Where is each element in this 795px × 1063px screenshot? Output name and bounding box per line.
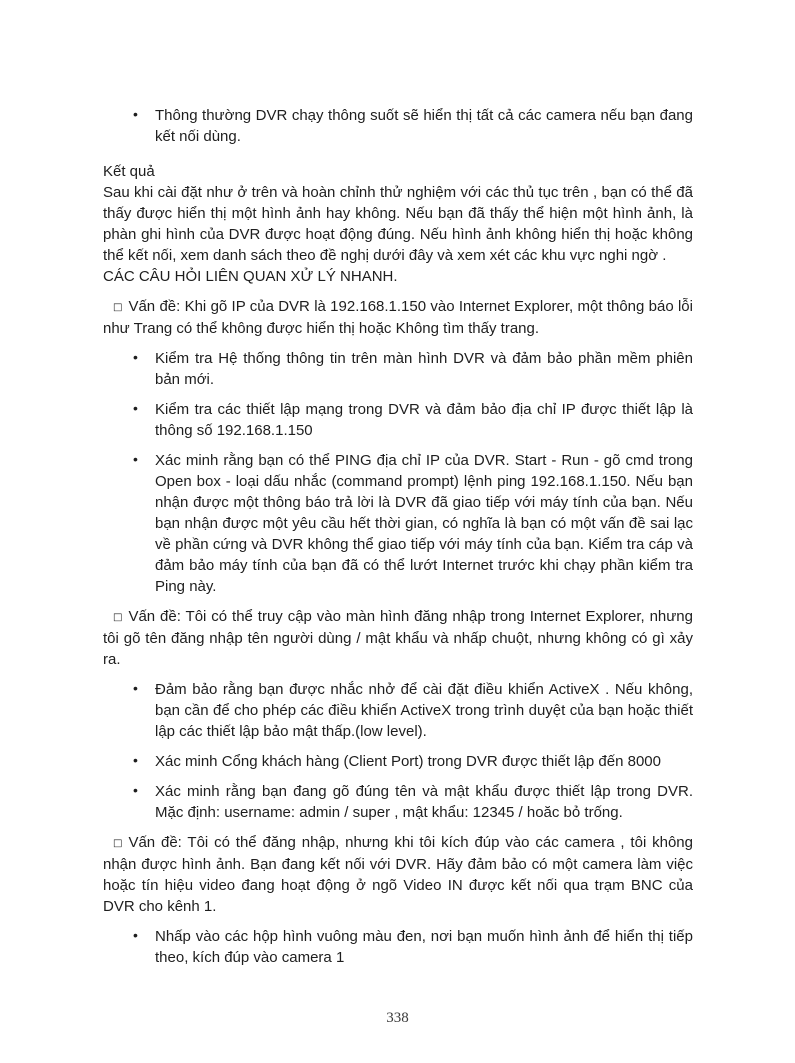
square-bullet-icon: □ bbox=[113, 838, 123, 849]
list-item bbox=[103, 781, 693, 823]
problem-text: Vấn đề: Tôi có thể đăng nhập, nhưng khi tôi kích đúp vào các camera , tôi không nhận được hình ảnh. Bạn đang kết nối với DVR. Hãy đảm bảo có một camera làm việc hoặc tín hiệu video đang hoạt động ở ngõ Video IN được kết nối qua trạm BNC của DVR cho kênh 1. bbox=[103, 834, 693, 915]
list-item bbox=[103, 105, 693, 147]
problem-text: Vấn đề: Khi gõ IP của DVR là 192.168.1.150 vào Internet Explorer, một thông báo lỗi như Trang có thể không được hiển thị hoặc Không tìm thấy trang. bbox=[103, 298, 693, 337]
bullet-icon: • bbox=[133, 680, 138, 696]
list-item-text: Đảm bảo rằng bạn được nhắc nhở để cài đặt điều khiển ActiveX . Nếu không, bạn cần để cho phép các điều khiển ActiveX trong trình duyệt của bạn hoặc thiết lập các thiết lập bảo mật thấp.(low level). bbox=[155, 681, 693, 740]
list-item-text: Kiểm tra các thiết lập mạng trong DVR và đảm bảo địa chỉ IP được thiết lập là thông số 192.168.1.150 bbox=[155, 401, 693, 439]
bullet-icon: • bbox=[133, 927, 138, 943]
list-item bbox=[103, 679, 693, 742]
bullet-icon: • bbox=[133, 106, 138, 122]
bullet-icon: • bbox=[133, 451, 138, 467]
problem-paragraph bbox=[103, 296, 693, 339]
bullet-icon: • bbox=[133, 400, 138, 416]
page-number: 338 bbox=[386, 1010, 409, 1026]
section-heading: Kết quả bbox=[103, 163, 155, 180]
bullet-icon: • bbox=[133, 782, 138, 798]
list-item-text: Thông thường DVR chạy thông suốt sẽ hiển thị tất cả các camera nếu bạn đang kết nối dùng. bbox=[155, 107, 693, 145]
list-item-text: Xác minh Cổng khách hàng (Client Port) trong DVR được thiết lập đến 8000 bbox=[155, 753, 661, 770]
problem-paragraph bbox=[103, 606, 693, 670]
list-item bbox=[103, 751, 693, 772]
bullet-icon: • bbox=[133, 752, 138, 768]
paragraph: Sau khi cài đặt như ở trên và hoàn chỉnh thử nghiệm với các thủ tục trên , bạn có thể đã thấy được hiển thị một hình ảnh hay không. Nếu bạn đã thấy thể hiện một hình ảnh, là phàn ghi hình của DVR được hoạt động đúng. Nếu hình ảnh không hiển thị hoặc không thể kết nối, xem danh sách theo đề nghị dưới đây và xem xét các khu vực nghi ngờ . bbox=[103, 184, 693, 264]
list-item-text: Xác minh rằng bạn đang gõ đúng tên và mật khẩu được thiết lập trong DVR. Mặc định: username: admin / super , mật khẩu: 12345 / hoăc bỏ trống. bbox=[155, 783, 693, 821]
list-item bbox=[103, 926, 693, 968]
section-heading: CÁC CÂU HỎI LIÊN QUAN XỬ LÝ NHANH. bbox=[103, 268, 398, 285]
problem-text: Vấn đề: Tôi có thể truy cập vào màn hình đăng nhập trong Internet Explorer, nhưng tôi gõ tên đăng nhập tên người dùng / mật khẩu và nhấp chuột, nhưng không có gì xảy ra. bbox=[103, 608, 693, 668]
document-body bbox=[103, 96, 693, 968]
square-bullet-icon: □ bbox=[113, 612, 123, 623]
problem-paragraph bbox=[103, 832, 693, 917]
list-item-text: Xác minh rằng bạn có thể PING địa chỉ IP của DVR. Start - Run - gõ cmd trong Open box - loại dấu nhắc (command prompt) lệnh ping 192.168.1.150. Nếu bạn nhận được một thông báo trả lời là DVR đã giao tiếp với máy tính của bạn. Nếu bạn nhận được một yêu cầu hết thời gian, có nghĩa là bạn có một vấn đề sai lạc về phần cứng và DVR không thể giao tiếp với máy tính của bạn. Kiểm tra cáp và đảm bảo máy tính của bạn đã có thể lướt Internet trước khi chạy phần kiểm tra Ping này. bbox=[155, 452, 693, 595]
bullet-icon: • bbox=[133, 349, 138, 365]
list-item bbox=[103, 399, 693, 441]
list-item-text: Nhấp vào các hộp hình vuông màu đen, nơi bạn muốn hình ảnh để hiển thị tiếp theo, kích đúp vào camera 1 bbox=[155, 928, 693, 966]
list-item bbox=[103, 348, 693, 390]
list-item bbox=[103, 450, 693, 597]
square-bullet-icon: □ bbox=[113, 302, 123, 313]
list-item-text: Kiểm tra Hệ thống thông tin trên màn hình DVR và đảm bảo phần mềm phiên bản mới. bbox=[155, 350, 693, 388]
